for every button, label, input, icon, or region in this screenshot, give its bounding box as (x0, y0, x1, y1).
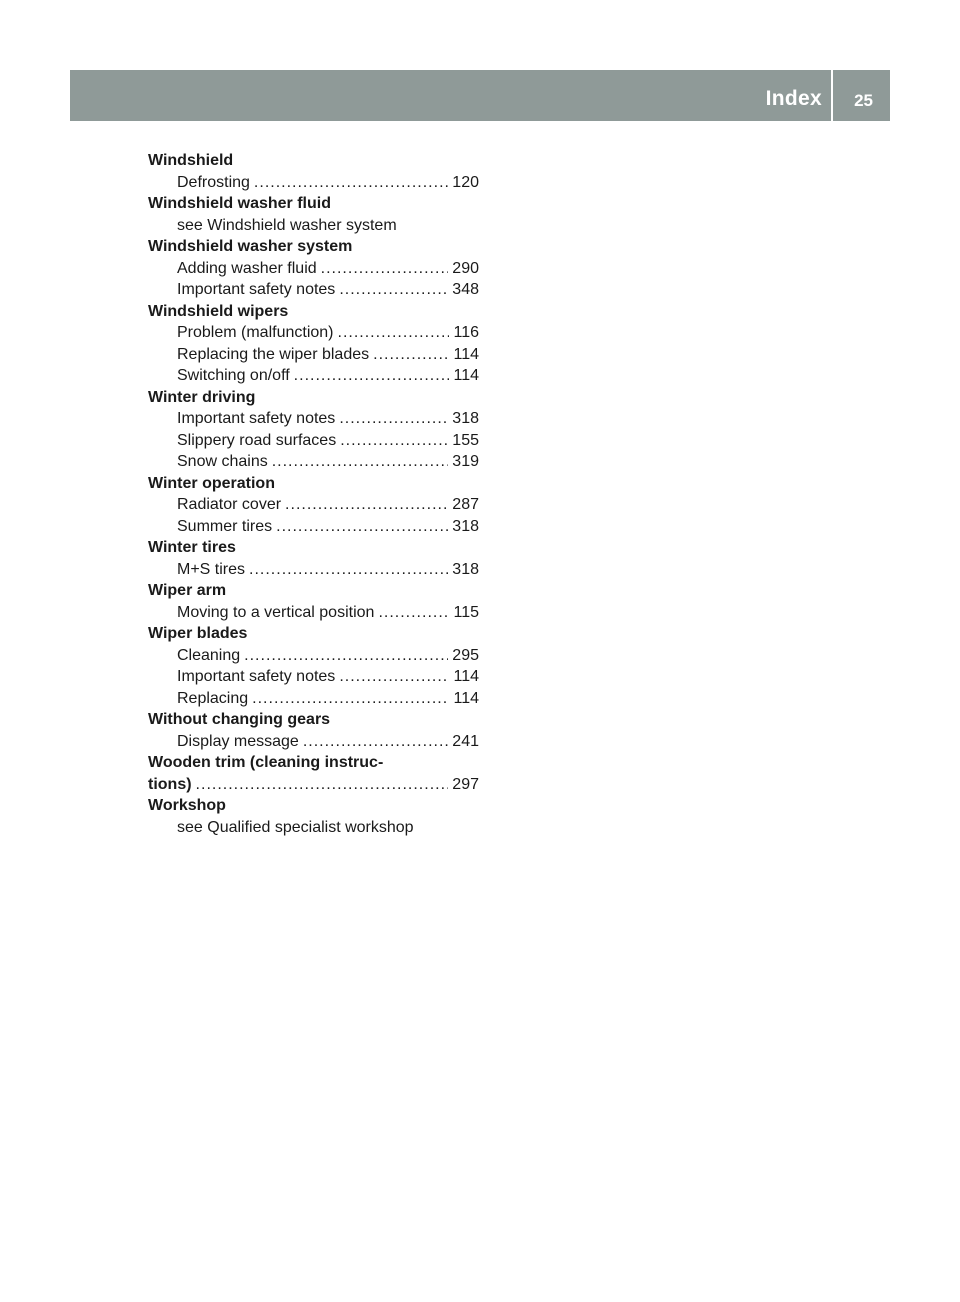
entry-title: Winter tires (148, 539, 236, 556)
dot-leader (294, 365, 450, 387)
entry-title: Wiper arm (148, 582, 227, 599)
index-entry (148, 301, 479, 387)
page-ref[interactable]: 318 (452, 517, 479, 535)
dot-leader (252, 688, 449, 710)
section-title: Index (765, 87, 822, 110)
sub-entry-text: Important safety notes (177, 410, 336, 427)
sub-entry[interactable] (148, 344, 479, 366)
index-entry (148, 473, 479, 538)
sub-entry[interactable] (148, 645, 479, 667)
sub-entry[interactable] (148, 408, 479, 430)
sub-entry-text: Slippery road surfaces (177, 431, 337, 449)
page-ref[interactable]: 114 (453, 345, 479, 363)
dot-leader (254, 172, 448, 194)
entry-title: Winter operation (148, 474, 275, 492)
page-ref[interactable]: 319 (452, 453, 479, 470)
page-ref[interactable]: 241 (452, 732, 479, 750)
index-entry (148, 537, 479, 580)
sub-entry-text: Problem (malfunction) (177, 324, 334, 341)
header-divider (831, 70, 833, 121)
sub-entry-text: Replacing (177, 689, 249, 707)
index-entry (148, 236, 479, 301)
page-ref[interactable]: 120 (452, 173, 479, 191)
see-reference[interactable]: see Qualified specialist workshop (177, 818, 414, 836)
page-ref[interactable]: 114 (453, 689, 479, 707)
sub-entry-text: Snow chains (177, 453, 268, 470)
dot-leader (276, 516, 448, 538)
sub-entry-text: Replacing the wiper blades (177, 345, 370, 363)
page-ref[interactable]: 287 (452, 496, 479, 513)
sub-entry[interactable] (148, 688, 479, 710)
sub-entry-text: Important safety notes (177, 281, 336, 298)
sub-entry[interactable] (148, 258, 479, 280)
sub-entry-text: Summer tires (177, 517, 273, 535)
entry-title-cont-text: tions) (148, 775, 192, 793)
sub-entry-text: Defrosting (177, 173, 250, 191)
page-header-bar (70, 70, 890, 121)
dot-leader (339, 408, 448, 430)
page-ref[interactable]: 295 (452, 646, 479, 664)
index-entry (148, 580, 479, 623)
sub-entry[interactable] (148, 279, 479, 301)
entry-title: Wooden trim (cleaning instruc- (148, 754, 384, 771)
dot-leader (321, 258, 449, 280)
index-entry (148, 795, 479, 838)
entry-title: Windshield (148, 152, 234, 169)
index-column (148, 150, 479, 838)
sub-entry[interactable] (148, 430, 479, 452)
dot-leader (272, 451, 449, 473)
sub-entry[interactable] (148, 602, 479, 624)
sub-entry-text: M+S tires (177, 560, 246, 578)
dot-leader (373, 344, 449, 366)
page-ref[interactable]: 290 (452, 259, 479, 277)
entry-title: Without changing gears (148, 711, 331, 728)
sub-entry[interactable] (148, 666, 479, 688)
sub-entry[interactable] (148, 494, 479, 516)
dot-leader (338, 322, 450, 344)
page-ref[interactable]: 318 (452, 410, 479, 427)
entry-title: Windshield washer fluid (148, 195, 331, 212)
dot-leader (340, 430, 448, 452)
sub-entry[interactable] (148, 516, 479, 538)
sub-entry-text: Display message (177, 732, 299, 750)
sub-entry[interactable] (148, 451, 479, 473)
dot-leader (244, 645, 448, 667)
index-entry (148, 387, 479, 473)
dot-leader (339, 279, 448, 301)
index-entry (148, 752, 479, 795)
sub-entry-text: Moving to a vertical position (177, 603, 375, 621)
sub-entry[interactable] (148, 365, 479, 387)
entry-title: Workshop (148, 797, 226, 814)
page-ref[interactable]: 114 (453, 668, 479, 685)
page-ref[interactable]: 297 (452, 775, 479, 793)
page-ref[interactable]: 116 (453, 324, 479, 341)
dot-leader (249, 559, 448, 581)
dot-leader (285, 494, 448, 516)
page-ref[interactable]: 318 (452, 560, 479, 578)
index-entry (148, 709, 479, 752)
index-entry (148, 193, 479, 236)
entry-title: Windshield washer system (148, 238, 353, 255)
dot-leader (303, 731, 448, 753)
dot-leader (339, 666, 449, 688)
index-entry (148, 150, 479, 193)
sub-entry-text: Adding washer fluid (177, 259, 317, 277)
page-ref[interactable]: 114 (453, 367, 479, 384)
see-reference[interactable]: see Windshield washer system (177, 216, 397, 234)
sub-entry[interactable] (148, 172, 479, 194)
entry-title: Windshield wipers (148, 302, 289, 320)
sub-entry-text: Radiator cover (177, 496, 282, 513)
sub-entry-text: Cleaning (177, 646, 241, 664)
sub-entry-text: Switching on/off (177, 367, 290, 384)
page-ref[interactable]: 155 (452, 431, 479, 449)
page-ref[interactable]: 348 (452, 281, 479, 298)
entry-title-continuation[interactable] (148, 774, 479, 796)
page-number: 25 (854, 91, 873, 110)
dot-leader (378, 602, 449, 624)
page-ref[interactable]: 115 (453, 603, 479, 621)
sub-entry[interactable] (148, 731, 479, 753)
sub-entry-text: Important safety notes (177, 668, 336, 685)
sub-entry[interactable] (148, 559, 479, 581)
dot-leader (196, 774, 449, 796)
sub-entry[interactable] (148, 322, 479, 344)
index-entry (148, 623, 479, 709)
entry-title: Winter driving (148, 388, 256, 406)
entry-title: Wiper blades (148, 625, 248, 642)
